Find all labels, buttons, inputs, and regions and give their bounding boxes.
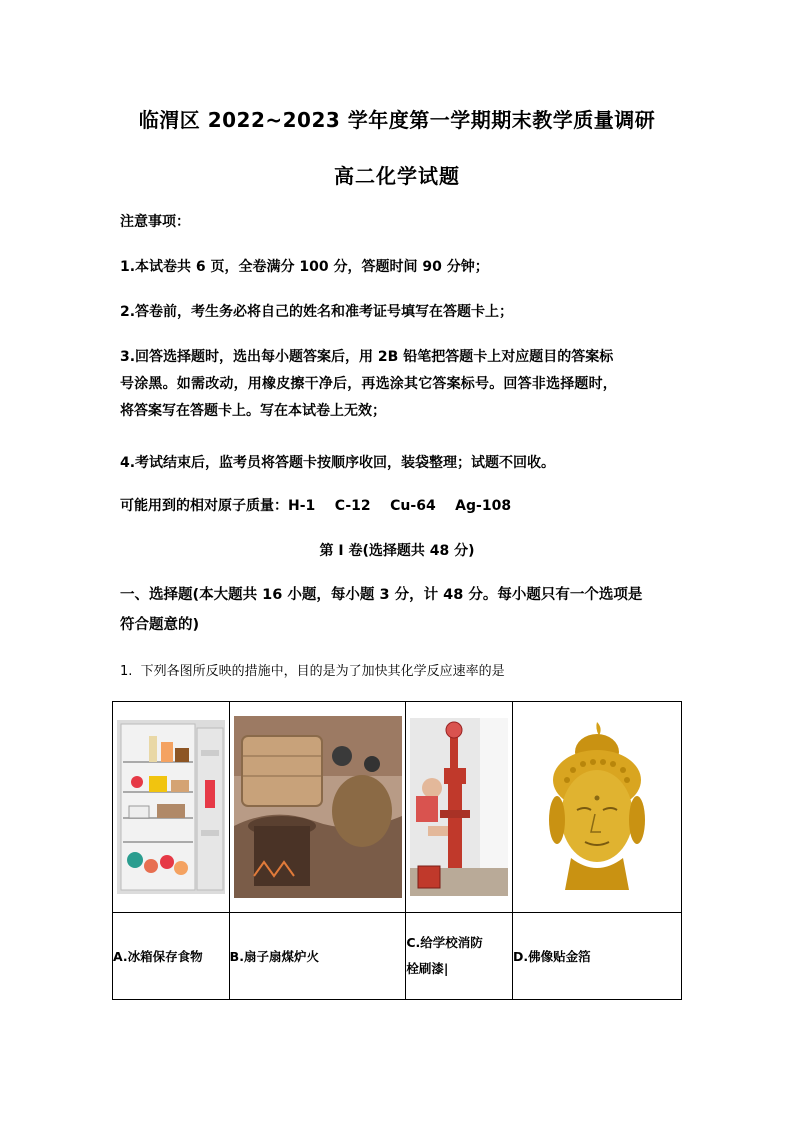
part-one-instruction-line-2: 符合题意的): [120, 617, 200, 633]
option-d-image-cell: [513, 702, 682, 913]
question-1-stem: 1. 下列各图所反映的措施中，目的是为了加快其化学反应速率的是: [120, 664, 505, 679]
note-item-2: 2.答卷前，考生务必将自己的姓名和准考证号填写在答题卡上；: [120, 304, 514, 320]
option-b-label: B.扇子扇煤炉火: [229, 913, 406, 1000]
note-item-3-line-2: 号涂黑。如需改动，用橡皮擦干净后，再选涂其它答案标号。回答非选择题时，: [120, 376, 617, 392]
note-item-3-line-1: 3.回答选择题时，选出每小题答案后，用 2B 铅笔把答题卡上对应题目的答案标: [120, 349, 614, 365]
option-a-label: A.冰箱保存食物: [113, 913, 230, 1000]
fire-hydrant-painting-photo: [410, 718, 508, 896]
refrigerator-photo: [117, 720, 225, 894]
exam-subtitle: 高二化学试题: [334, 164, 460, 188]
part-one-instruction-line-1: 一、选择题(本大题共 16 小题，每小题 3 分，计 48 分。每小题只有一个选项是: [120, 587, 643, 603]
option-b-image-cell: [229, 702, 406, 913]
option-c-label-line-2: 栓刷漆|: [406, 961, 449, 976]
exam-title: 临渭区 2022~2023 学年度第一学期期末教学质量调研: [138, 108, 656, 132]
atomic-mass-line: 可能用到的相对原子质量：H-1 C-12 Cu-64 Ag-108: [120, 498, 512, 514]
option-a-image-cell: [113, 702, 230, 913]
section-title: 第 I 卷(选择题共 48 分): [319, 543, 475, 559]
gold-buddha-head-photo: [537, 718, 657, 896]
note-item-3-line-3: 将答案写在答题卡上。写在本试卷上无效；: [120, 403, 386, 419]
option-c-label: [406, 913, 513, 1000]
option-d-label: D.佛像贴金箔: [513, 913, 682, 1000]
question-1-options-table: [112, 701, 682, 1000]
note-item-4: 4.考试结束后，监考员将答题卡按顺序收回，装袋整理；试题不回收。: [120, 455, 556, 471]
option-c-label-line-1: C.给学校消防: [406, 935, 483, 950]
option-c-image-cell: [406, 702, 513, 913]
note-item-1: 1.本试卷共 6 页，全卷满分 100 分，答题时间 90 分钟；: [120, 259, 489, 275]
coal-stove-fan-photo: [234, 716, 402, 898]
notes-heading: 注意事项：: [120, 214, 190, 230]
